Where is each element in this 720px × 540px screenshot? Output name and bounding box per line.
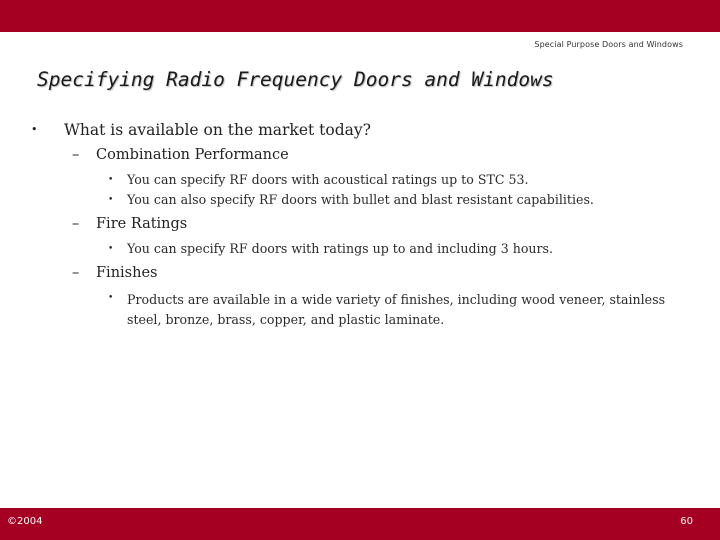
list-item xyxy=(108,241,553,256)
dash-icon: – xyxy=(72,265,80,281)
bullet-icon: • xyxy=(108,293,114,303)
list-item-text: You can specify RF doors with ratings up to and including 3 hours. xyxy=(127,241,554,256)
top-bar xyxy=(0,0,720,32)
bullet-icon: • xyxy=(31,123,38,136)
bullet-icon: • xyxy=(108,244,114,254)
list-item-text: You can specify RF doors with acoustical ratings up to STC 53. xyxy=(127,172,529,187)
bullet-icon: • xyxy=(108,175,114,185)
bullet-level1 xyxy=(31,121,371,139)
list-item xyxy=(108,290,687,330)
header-label: Special Purpose Doors and Windows xyxy=(534,40,683,49)
dash-icon: – xyxy=(72,147,80,163)
bottom-bar xyxy=(0,508,720,540)
subheading-combination-performance xyxy=(72,147,289,163)
subheading-text: Fire Ratings xyxy=(96,216,188,232)
subheading-text: Finishes xyxy=(96,265,158,281)
subheading-fire-ratings xyxy=(72,216,187,232)
slide-title: Specifying Radio Frequency Doors and Windows xyxy=(37,68,554,91)
bullet-icon: • xyxy=(108,195,114,205)
list-item xyxy=(108,172,529,187)
list-item-text: You can also specify RF doors with bullet and blast resistant capabilities. xyxy=(127,192,594,207)
page-number: 60 xyxy=(680,516,693,527)
copyright: ©2004 xyxy=(7,516,43,527)
subheading-text: Combination Performance xyxy=(96,147,289,163)
list-item-text: Products are available in a wide variety of finishes, including wood veneer, stainless steel, bronze, brass, copper, and plastic laminate. xyxy=(127,292,666,327)
list-item xyxy=(108,192,594,207)
dash-icon: – xyxy=(72,216,80,232)
bullet-text: What is available on the market today? xyxy=(64,121,371,139)
subheading-finishes xyxy=(72,265,157,281)
